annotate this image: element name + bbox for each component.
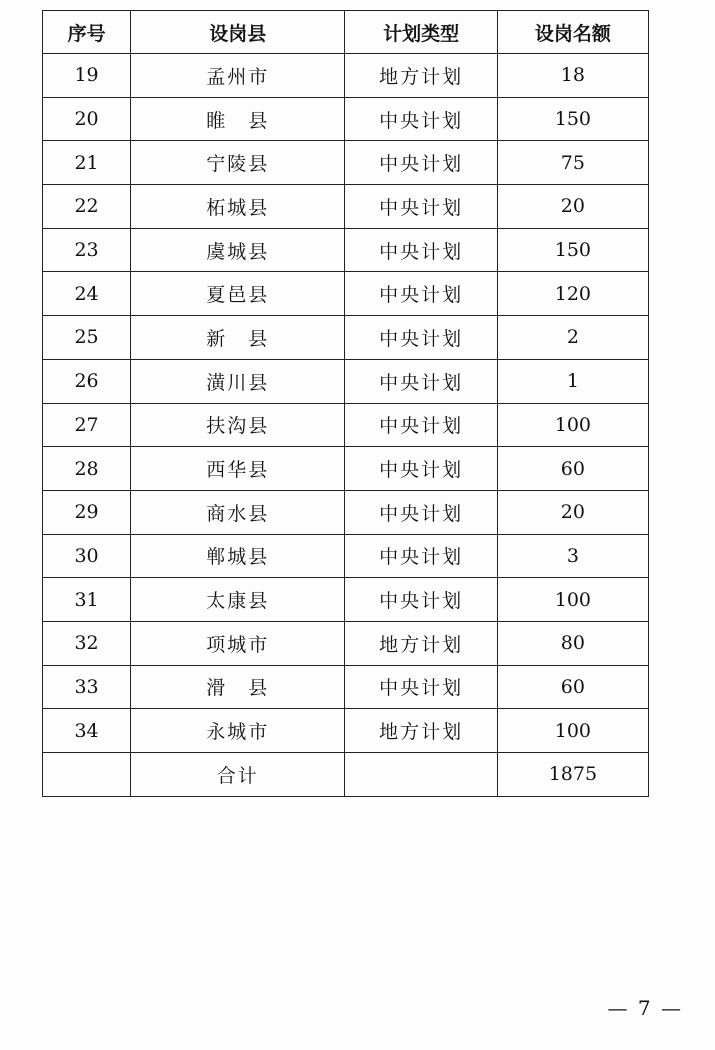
row-index-cell: 31 bbox=[43, 578, 131, 622]
row-county-cell: 柘城县 bbox=[131, 185, 345, 229]
row-county-cell: 太康县 bbox=[131, 578, 345, 622]
header-quota: 设岗名额 bbox=[497, 11, 648, 54]
row-index-cell: 23 bbox=[43, 228, 131, 272]
row-plan-type-cell: 中央计划 bbox=[345, 359, 497, 403]
quota-table bbox=[42, 10, 649, 797]
row-county-cell: 新 县 bbox=[131, 316, 345, 360]
row-quota-cell: 150 bbox=[497, 228, 648, 272]
table-row bbox=[43, 490, 649, 534]
row-county-cell: 郸城县 bbox=[131, 534, 345, 578]
row-index-cell: 24 bbox=[43, 272, 131, 316]
row-quota-cell: 18 bbox=[497, 54, 648, 98]
row-quota-cell: 2 bbox=[497, 316, 648, 360]
row-county-cell: 孟州市 bbox=[131, 54, 345, 98]
row-quota-cell: 80 bbox=[497, 621, 648, 665]
row-county-cell: 潢川县 bbox=[131, 359, 345, 403]
row-index-cell: 25 bbox=[43, 316, 131, 360]
table-row bbox=[43, 54, 649, 98]
row-county-cell: 永城市 bbox=[131, 709, 345, 753]
row-quota-cell: 120 bbox=[497, 272, 648, 316]
table-header-row bbox=[43, 11, 649, 54]
row-quota-cell: 75 bbox=[497, 141, 648, 185]
row-plan-type-cell: 中央计划 bbox=[345, 578, 497, 622]
row-county-cell: 虞城县 bbox=[131, 228, 345, 272]
row-county-cell: 商水县 bbox=[131, 490, 345, 534]
table-row bbox=[43, 272, 649, 316]
row-plan-type-cell: 中央计划 bbox=[345, 185, 497, 229]
table-row bbox=[43, 665, 649, 709]
table-row bbox=[43, 621, 649, 665]
row-quota-cell: 3 bbox=[497, 534, 648, 578]
row-county-cell: 滑 县 bbox=[131, 665, 345, 709]
table-row bbox=[43, 534, 649, 578]
row-plan-type-cell: 地方计划 bbox=[345, 621, 497, 665]
row-index-cell: 22 bbox=[43, 185, 131, 229]
total-quota: 1875 bbox=[497, 753, 648, 797]
row-quota-cell: 150 bbox=[497, 97, 648, 141]
row-county-cell: 项城市 bbox=[131, 621, 345, 665]
total-label: 合计 bbox=[131, 753, 345, 797]
row-plan-type-cell: 中央计划 bbox=[345, 97, 497, 141]
row-county-cell: 扶沟县 bbox=[131, 403, 345, 447]
row-index-cell: 21 bbox=[43, 141, 131, 185]
row-plan-type-cell: 中央计划 bbox=[345, 316, 497, 360]
row-quota-cell: 20 bbox=[497, 185, 648, 229]
row-plan-type-cell: 中央计划 bbox=[345, 447, 497, 491]
row-plan-type-cell: 中央计划 bbox=[345, 490, 497, 534]
row-index-cell: 20 bbox=[43, 97, 131, 141]
table-row bbox=[43, 447, 649, 491]
table-row bbox=[43, 97, 649, 141]
table-body bbox=[43, 54, 649, 753]
row-quota-cell: 60 bbox=[497, 665, 648, 709]
row-plan-type-cell: 地方计划 bbox=[345, 709, 497, 753]
header-county: 设岗县 bbox=[131, 11, 345, 54]
row-quota-cell: 1 bbox=[497, 359, 648, 403]
table-row bbox=[43, 228, 649, 272]
row-plan-type-cell: 中央计划 bbox=[345, 534, 497, 578]
header-index: 序号 bbox=[43, 11, 131, 54]
row-plan-type-cell: 中央计划 bbox=[345, 228, 497, 272]
table-row bbox=[43, 403, 649, 447]
row-index-cell: 27 bbox=[43, 403, 131, 447]
row-plan-type-cell: 中央计划 bbox=[345, 141, 497, 185]
row-quota-cell: 20 bbox=[497, 490, 648, 534]
row-county-cell: 西华县 bbox=[131, 447, 345, 491]
row-index-cell: 19 bbox=[43, 54, 131, 98]
table-row bbox=[43, 316, 649, 360]
row-index-cell: 30 bbox=[43, 534, 131, 578]
row-index-cell: 26 bbox=[43, 359, 131, 403]
row-index-cell: 29 bbox=[43, 490, 131, 534]
total-plan-type bbox=[345, 753, 497, 797]
row-quota-cell: 100 bbox=[497, 578, 648, 622]
header-plan-type: 计划类型 bbox=[345, 11, 497, 54]
row-plan-type-cell: 中央计划 bbox=[345, 272, 497, 316]
table-row bbox=[43, 185, 649, 229]
row-quota-cell: 100 bbox=[497, 709, 648, 753]
row-index-cell: 33 bbox=[43, 665, 131, 709]
total-index bbox=[43, 753, 131, 797]
table-row bbox=[43, 359, 649, 403]
page-number: — 7 — bbox=[607, 996, 683, 1020]
row-county-cell: 夏邑县 bbox=[131, 272, 345, 316]
row-plan-type-cell: 地方计划 bbox=[345, 54, 497, 98]
table-row bbox=[43, 709, 649, 753]
row-quota-cell: 100 bbox=[497, 403, 648, 447]
row-plan-type-cell: 中央计划 bbox=[345, 403, 497, 447]
row-plan-type-cell: 中央计划 bbox=[345, 665, 497, 709]
row-index-cell: 28 bbox=[43, 447, 131, 491]
row-index-cell: 32 bbox=[43, 621, 131, 665]
row-county-cell: 睢 县 bbox=[131, 97, 345, 141]
total-row bbox=[43, 753, 649, 797]
row-quota-cell: 60 bbox=[497, 447, 648, 491]
row-index-cell: 34 bbox=[43, 709, 131, 753]
table-row bbox=[43, 578, 649, 622]
row-county-cell: 宁陵县 bbox=[131, 141, 345, 185]
table-row bbox=[43, 141, 649, 185]
